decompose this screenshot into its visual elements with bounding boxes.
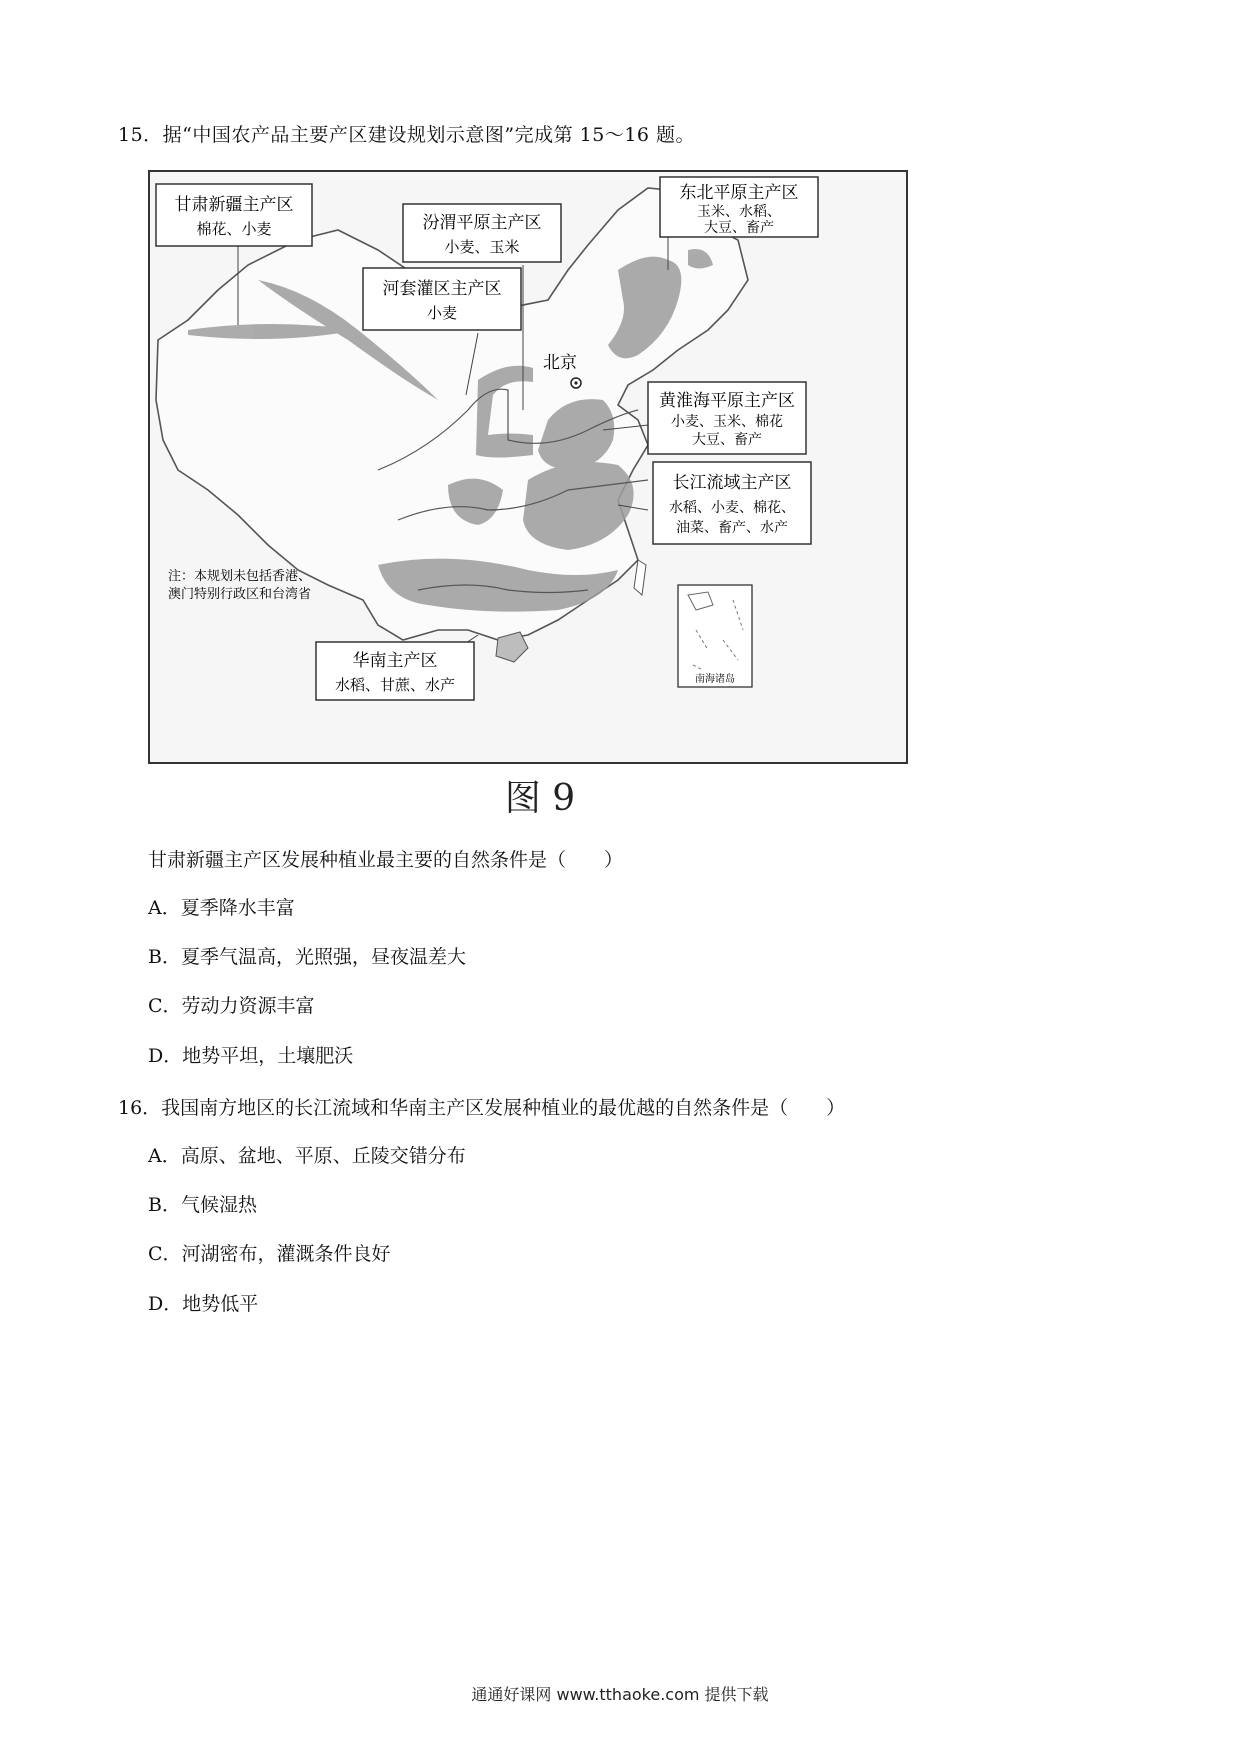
svg-text:大豆、畜产: 大豆、畜产 [704,220,774,236]
svg-text:棉花、小麦: 棉花、小麦 [196,220,272,238]
q16-option-c: C．河湖密布，灌溉条件良好 [148,1243,391,1265]
svg-text:华南主产区: 华南主产区 [352,651,438,671]
svg-text:大豆、畜产: 大豆、畜产 [692,432,762,448]
q15-option-a: A．夏季降水丰富 [148,897,295,919]
south-china-sea-inset [678,585,752,687]
label-fenwei [403,204,561,262]
label-northeast [660,177,818,237]
q16-option-b: B．气候湿热 [148,1194,257,1216]
q16-option-a: A．高原、盆地、平原、丘陵交错分布 [148,1145,466,1167]
question-16-text: 16．我国南方地区的长江流域和华南主产区发展种植业的最优越的自然条件是（ ） [118,1097,846,1119]
map-svg [148,170,908,764]
label-gansu-xinjiang [156,184,312,246]
footer-download-note[interactable]: 通通好课网 www.tthaoke.com 提供下载 [471,1685,769,1704]
figure-caption: 图 9 [504,778,576,819]
q16-option-d: D．地势低平 [148,1293,259,1315]
q15-option-b: B．夏季气温高，光照强，昼夜温差大 [148,946,466,968]
label-huanghuai [648,382,806,454]
question-15-text: 甘肃新疆主产区发展种植业最主要的自然条件是（ ） [148,849,624,871]
svg-text:玉米、水稻、: 玉米、水稻、 [697,204,781,220]
svg-text:油菜、畜产、水产: 油菜、畜产、水产 [676,520,788,536]
svg-text:小麦: 小麦 [426,304,458,322]
china-agriculture-map [148,170,908,764]
label-hetao [363,268,521,330]
q15-option-c: C．劳动力资源丰富 [148,995,315,1017]
q15-option-d: D．地势平坦，土壤肥沃 [148,1045,354,1067]
svg-text:黄淮海平原主产区: 黄淮海平原主产区 [659,391,795,411]
svg-text:甘肃新疆主产区: 甘肃新疆主产区 [174,195,294,215]
svg-text:水稻、小麦、棉花、: 水稻、小麦、棉花、 [669,500,795,516]
svg-text:河套灌区主产区: 河套灌区主产区 [382,279,502,299]
svg-text:小麦、玉米、棉花: 小麦、玉米、棉花 [671,414,783,430]
svg-text:注：本规划未包括香港、: 注：本规划未包括香港、 [168,569,312,584]
label-yangtze [653,462,811,544]
svg-text:汾渭平原主产区: 汾渭平原主产区 [422,213,542,233]
svg-text:小麦、玉米: 小麦、玉米 [444,238,520,256]
svg-text:澳门特别行政区和台湾省: 澳门特别行政区和台湾省 [168,587,312,602]
svg-text:水稻、甘蔗、水产: 水稻、甘蔗、水产 [334,676,456,694]
svg-text:长江流域主产区: 长江流域主产区 [672,473,792,493]
svg-text:东北平原主产区: 东北平原主产区 [679,183,799,203]
label-south-china [316,642,474,700]
beijing-label: 北京 [543,353,577,373]
question-15-intro: 15．据“中国农产品主要产区建设规划示意图”完成第 15～16 题。 [118,124,696,146]
svg-text:南海诸岛: 南海诸岛 [695,674,735,685]
